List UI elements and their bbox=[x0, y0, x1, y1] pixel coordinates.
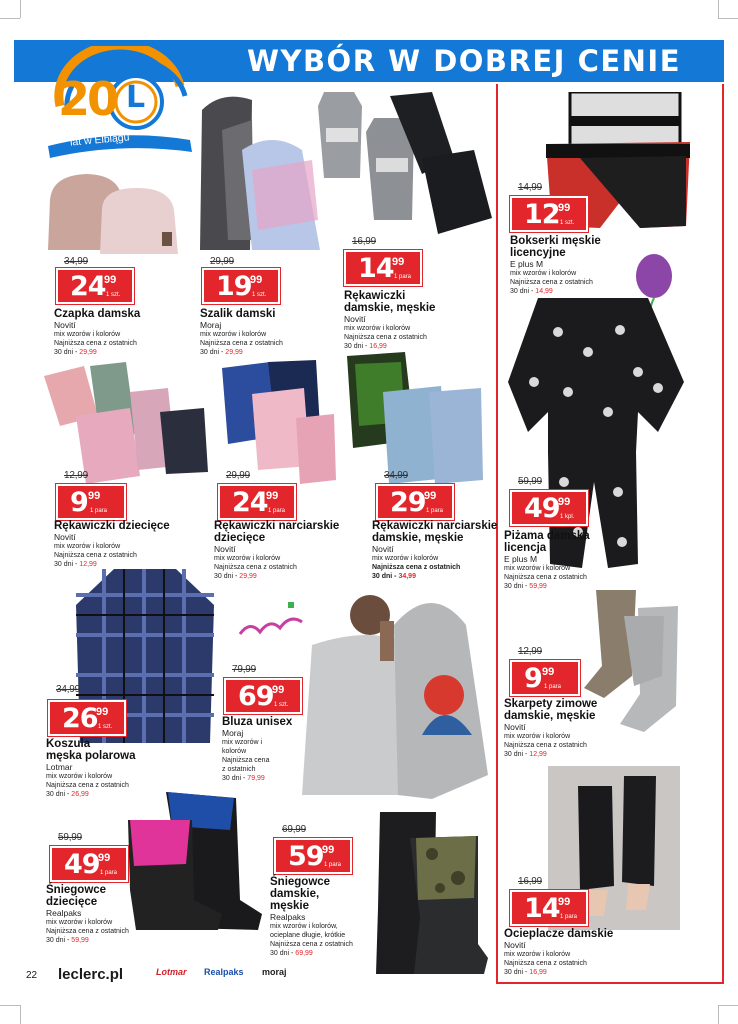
product-name: Skarpety zimowe bbox=[504, 698, 598, 710]
product-brand: Novití bbox=[504, 722, 526, 732]
product-info: Najniższa cena z ostatnich bbox=[46, 782, 129, 789]
price-unit: 1 szt. bbox=[252, 292, 267, 298]
price-unit: 1 para bbox=[394, 274, 412, 280]
price-unit: 1 szt. bbox=[274, 702, 289, 708]
product-info: mix wzorów i kolorów bbox=[200, 331, 267, 338]
kids-ski-gloves-image bbox=[220, 358, 338, 488]
price-tag bbox=[224, 678, 302, 714]
product-name: męska polarowa bbox=[46, 750, 136, 762]
product-name: licencja bbox=[504, 542, 547, 554]
product-brand: Novití bbox=[214, 544, 236, 554]
price-unit: 1 para bbox=[560, 914, 578, 920]
price-cents: 99 bbox=[98, 852, 111, 864]
logo-letter: L bbox=[126, 80, 146, 115]
price-main: 19 bbox=[216, 271, 252, 302]
product-brand: Moraj bbox=[222, 728, 244, 738]
price-tag bbox=[50, 846, 128, 882]
product-name: damskie, męskie bbox=[372, 532, 464, 544]
price-cents: 99 bbox=[424, 490, 437, 502]
anniversary-logo bbox=[40, 46, 200, 164]
price-tag bbox=[376, 484, 454, 520]
product-info: kolorów bbox=[222, 748, 247, 755]
lowest-price: 59,99 bbox=[529, 583, 547, 590]
product-brand: Moraj bbox=[200, 320, 222, 330]
product-name: Śniegowce bbox=[46, 884, 107, 896]
product-name: Rękawiczki narciarskie bbox=[214, 520, 340, 532]
lowest-price: 16,99 bbox=[369, 343, 387, 350]
product-bluza bbox=[222, 716, 292, 783]
price-main: 49 bbox=[524, 493, 560, 524]
product-name: damskie, męskie bbox=[504, 710, 596, 722]
product-ocieplacze bbox=[504, 928, 613, 977]
adult-ski-gloves-image bbox=[345, 352, 485, 492]
product-info: Najniższa cena z ostatnich bbox=[504, 742, 587, 749]
price-cents: 99 bbox=[266, 490, 279, 502]
old-price: 79,99 bbox=[232, 664, 257, 675]
product-brand: Novití bbox=[54, 532, 76, 542]
product-days: 30 dni - bbox=[510, 288, 536, 295]
product-days: 30 dni - bbox=[270, 950, 296, 957]
old-price: 69,99 bbox=[282, 824, 307, 835]
page-bottom-border bbox=[496, 982, 724, 984]
product-name: męskie bbox=[270, 900, 310, 912]
price-tag bbox=[510, 490, 588, 526]
price-main: 29 bbox=[390, 487, 426, 518]
lowest-price: 29,99 bbox=[79, 349, 97, 356]
product-info: mix wzorów i kolorów bbox=[510, 270, 577, 277]
product-info: mix wzorów i kolorów bbox=[54, 543, 121, 550]
product-pizama bbox=[504, 530, 590, 591]
product-brand: Novití bbox=[504, 940, 526, 950]
socks-image bbox=[584, 586, 694, 736]
gloves-image bbox=[314, 88, 494, 238]
price-unit: 1 szt. bbox=[560, 220, 575, 226]
lowest-price: 14,99 bbox=[535, 288, 553, 295]
price-main: 26 bbox=[62, 703, 98, 734]
price-cents: 99 bbox=[542, 666, 555, 678]
product-brand: Novití bbox=[344, 314, 366, 324]
price-main: 49 bbox=[64, 849, 100, 880]
product-info: mix wzorów i kolorów bbox=[54, 331, 121, 338]
price-tag bbox=[218, 484, 296, 520]
price-tag bbox=[510, 660, 580, 696]
product-brand: Novití bbox=[372, 544, 394, 554]
price-main: 12 bbox=[524, 199, 560, 230]
price-main: 69 bbox=[238, 681, 274, 712]
price-cents: 99 bbox=[250, 274, 263, 286]
price-tag bbox=[510, 890, 588, 926]
lowest-price: 29,99 bbox=[239, 573, 257, 580]
lowest-price: 16,99 bbox=[529, 969, 547, 976]
crop-mark bbox=[0, 1005, 20, 1006]
lowest-price: 12,99 bbox=[79, 561, 97, 568]
product-szalik bbox=[200, 308, 283, 357]
product-name: licencyjne bbox=[510, 247, 566, 259]
price-main: 9 bbox=[70, 487, 88, 518]
product-name: Rękawiczki narciarskie bbox=[372, 520, 498, 532]
product-info: mix wzorów i kolorów bbox=[504, 565, 571, 572]
old-price: 29,99 bbox=[210, 256, 235, 267]
kids-boots-image bbox=[126, 790, 266, 934]
price-tag bbox=[510, 196, 588, 232]
brand-logo-realpaks: Realpaks bbox=[204, 967, 244, 977]
product-brand: Realpaks bbox=[270, 912, 306, 922]
logo-number: 20 bbox=[58, 72, 117, 126]
product-sniegowce-damskie bbox=[270, 876, 353, 958]
product-info: mix wzorów i kolorów bbox=[504, 733, 571, 740]
crop-mark bbox=[718, 18, 738, 19]
price-tag bbox=[48, 700, 126, 736]
page-title: WYBÓR W DOBREJ CENIE bbox=[246, 44, 682, 78]
old-price: 34,99 bbox=[56, 684, 81, 695]
product-info: Najniższa cena bbox=[222, 757, 270, 764]
product-name: Ocieplacze damskie bbox=[504, 928, 614, 940]
product-info: mix wzorów i kolorów bbox=[372, 555, 439, 562]
product-name: Koszula bbox=[46, 738, 91, 750]
product-skarpety bbox=[504, 698, 597, 759]
hoodie-image bbox=[282, 585, 496, 807]
product-name: Szalik damski bbox=[200, 308, 276, 320]
product-info: Najniższa cena z ostatnich bbox=[200, 340, 283, 347]
product-days: 30 dni - bbox=[222, 775, 248, 782]
brand-logo-moraj: moraj bbox=[262, 967, 287, 977]
product-name: Piżama damska bbox=[504, 530, 590, 542]
price-cents: 99 bbox=[272, 684, 285, 696]
lowest-price: 34,99 bbox=[398, 573, 416, 580]
product-info: Najniższa cena z ostatnich bbox=[510, 279, 593, 286]
product-koszula bbox=[46, 738, 135, 799]
price-unit: 1 para bbox=[100, 870, 118, 876]
old-price: 34,99 bbox=[384, 470, 409, 481]
product-days: 30 dni - bbox=[46, 937, 72, 944]
product-brand: E plus M bbox=[504, 554, 538, 564]
page-right-border bbox=[722, 84, 724, 984]
price-tag bbox=[202, 268, 280, 304]
price-unit: 1 para bbox=[90, 508, 108, 514]
old-price: 14,99 bbox=[518, 182, 543, 193]
price-main: 14 bbox=[358, 253, 394, 284]
product-days: 30 dni - bbox=[504, 969, 530, 976]
brand-logo-lotmar: Lotmar bbox=[156, 967, 187, 977]
price-tag bbox=[274, 838, 352, 874]
product-name: Rękawiczki dziecięce bbox=[54, 520, 170, 532]
old-price: 16,99 bbox=[518, 876, 543, 887]
product-rekawiczki-dzieciece bbox=[54, 520, 170, 569]
product-brand: Realpaks bbox=[46, 908, 82, 918]
product-info: Najniższa cena z ostatnich bbox=[504, 960, 587, 967]
product-name: Bokserki męskie bbox=[510, 235, 601, 247]
price-main: 59 bbox=[288, 841, 324, 872]
price-cents: 99 bbox=[88, 490, 101, 502]
price-cents: 99 bbox=[96, 706, 109, 718]
product-info: mix wzorów i kolorów bbox=[46, 919, 113, 926]
lowest-price: 29,99 bbox=[225, 349, 243, 356]
product-brand: E plus M bbox=[510, 259, 544, 269]
old-price: 34,99 bbox=[64, 256, 89, 267]
product-info: Najniższa cena z ostatnich bbox=[270, 941, 353, 948]
price-tag bbox=[56, 268, 134, 304]
lowest-price: 69,99 bbox=[295, 950, 313, 957]
product-narciarskie-damskie bbox=[372, 520, 497, 581]
lowest-price: 59,99 bbox=[71, 937, 89, 944]
price-cents: 99 bbox=[558, 202, 571, 214]
lowest-price: 79,99 bbox=[247, 775, 265, 782]
product-days: 30 dni - bbox=[344, 343, 370, 350]
product-info: mix wzorów i bbox=[222, 739, 263, 746]
crop-mark bbox=[718, 1005, 719, 1024]
product-name: damskie, bbox=[270, 888, 320, 900]
product-info: mix wzorów i kolorów bbox=[344, 325, 411, 332]
old-price: 29,99 bbox=[226, 470, 251, 481]
old-price: 59,99 bbox=[58, 832, 83, 843]
page-number: 22 bbox=[26, 970, 38, 981]
lowest-price: 26,99 bbox=[71, 791, 89, 798]
site-link[interactable]: leclerc.pl bbox=[58, 966, 124, 983]
product-days: 30 dni - bbox=[504, 583, 530, 590]
product-info: mix wzorów i kolorów bbox=[46, 773, 113, 780]
product-name: damskie, męskie bbox=[344, 302, 436, 314]
price-main: 9 bbox=[524, 663, 542, 694]
product-info: z ostatnich bbox=[222, 766, 256, 773]
price-unit: 1 para bbox=[426, 508, 444, 514]
kids-mittens-image bbox=[40, 356, 210, 486]
price-tag bbox=[56, 484, 126, 520]
product-brand: Lotmar bbox=[46, 762, 73, 772]
hat-image bbox=[42, 170, 182, 256]
lowest-price: 12,99 bbox=[529, 751, 547, 758]
adult-boots-image bbox=[350, 808, 490, 978]
product-name: dziecięce bbox=[46, 896, 98, 908]
price-main: 24 bbox=[70, 271, 106, 302]
logo-ribbon: lat w Elblągu bbox=[69, 131, 130, 149]
price-unit: 1 para bbox=[544, 684, 562, 690]
product-sniegowce-dzieciece bbox=[46, 884, 129, 945]
product-czapka bbox=[54, 308, 140, 357]
product-name: Śniegowce bbox=[270, 876, 331, 888]
product-name: dziecięce bbox=[214, 532, 266, 544]
old-price: 16,99 bbox=[352, 236, 377, 247]
price-unit: 1 kpl. bbox=[560, 514, 575, 520]
product-brand: Novití bbox=[54, 320, 76, 330]
crop-mark bbox=[718, 0, 719, 18]
product-days: 30 dni - bbox=[504, 751, 530, 758]
price-unit: 1 para bbox=[268, 508, 286, 514]
price-unit: 1 szt. bbox=[98, 724, 113, 730]
old-price: 59,99 bbox=[518, 476, 543, 487]
product-name: Bluza unisex bbox=[222, 716, 293, 728]
crop-mark bbox=[20, 0, 21, 18]
product-info: mix wzorów i kolorów bbox=[214, 555, 281, 562]
product-days: 30 dni - bbox=[54, 349, 80, 356]
crop-mark bbox=[0, 18, 20, 19]
product-info: Najniższa cena z ostatnich bbox=[372, 564, 461, 571]
price-cents: 99 bbox=[558, 896, 571, 908]
old-price: 12,99 bbox=[64, 470, 89, 481]
product-info: ocieplane długie, krótkie bbox=[270, 932, 346, 939]
product-name: Czapka damska bbox=[54, 308, 141, 320]
product-bokserki bbox=[510, 235, 601, 296]
product-info: Najniższa cena z ostatnich bbox=[46, 928, 129, 935]
product-days: 30 dni - bbox=[54, 561, 80, 568]
product-rekawiczki-meskie bbox=[344, 290, 435, 351]
crop-mark bbox=[718, 1005, 738, 1006]
product-days: 30 dni - bbox=[214, 573, 240, 580]
price-cents: 99 bbox=[104, 274, 117, 286]
price-unit: 1 para bbox=[324, 862, 342, 868]
price-main: 14 bbox=[524, 893, 560, 924]
product-info: Najniższa cena z ostatnich bbox=[214, 564, 297, 571]
price-tag bbox=[344, 250, 422, 286]
product-narciarskie-dzieciece bbox=[214, 520, 339, 581]
product-days: 30 dni - bbox=[372, 573, 399, 580]
scarf-image bbox=[192, 90, 328, 260]
old-price: 12,99 bbox=[518, 646, 543, 657]
product-days: 30 dni - bbox=[200, 349, 226, 356]
product-info: mix wzorów i kolorów, bbox=[270, 923, 338, 930]
price-cents: 99 bbox=[558, 496, 571, 508]
product-info: Najniższa cena z ostatnich bbox=[504, 574, 587, 581]
crop-mark bbox=[20, 1005, 21, 1024]
product-info: Najniższa cena z ostatnich bbox=[54, 340, 137, 347]
price-unit: 1 szt. bbox=[106, 292, 121, 298]
price-cents: 99 bbox=[322, 844, 335, 856]
product-info: mix wzorów i kolorów bbox=[504, 951, 571, 958]
price-cents: 99 bbox=[392, 256, 405, 268]
price-main: 24 bbox=[232, 487, 268, 518]
product-name: Rękawiczki bbox=[344, 290, 406, 302]
product-days: 30 dni - bbox=[46, 791, 72, 798]
product-info: Najniższa cena z ostatnich bbox=[54, 552, 137, 559]
product-info: Najniższa cena z ostatnich bbox=[344, 334, 427, 341]
